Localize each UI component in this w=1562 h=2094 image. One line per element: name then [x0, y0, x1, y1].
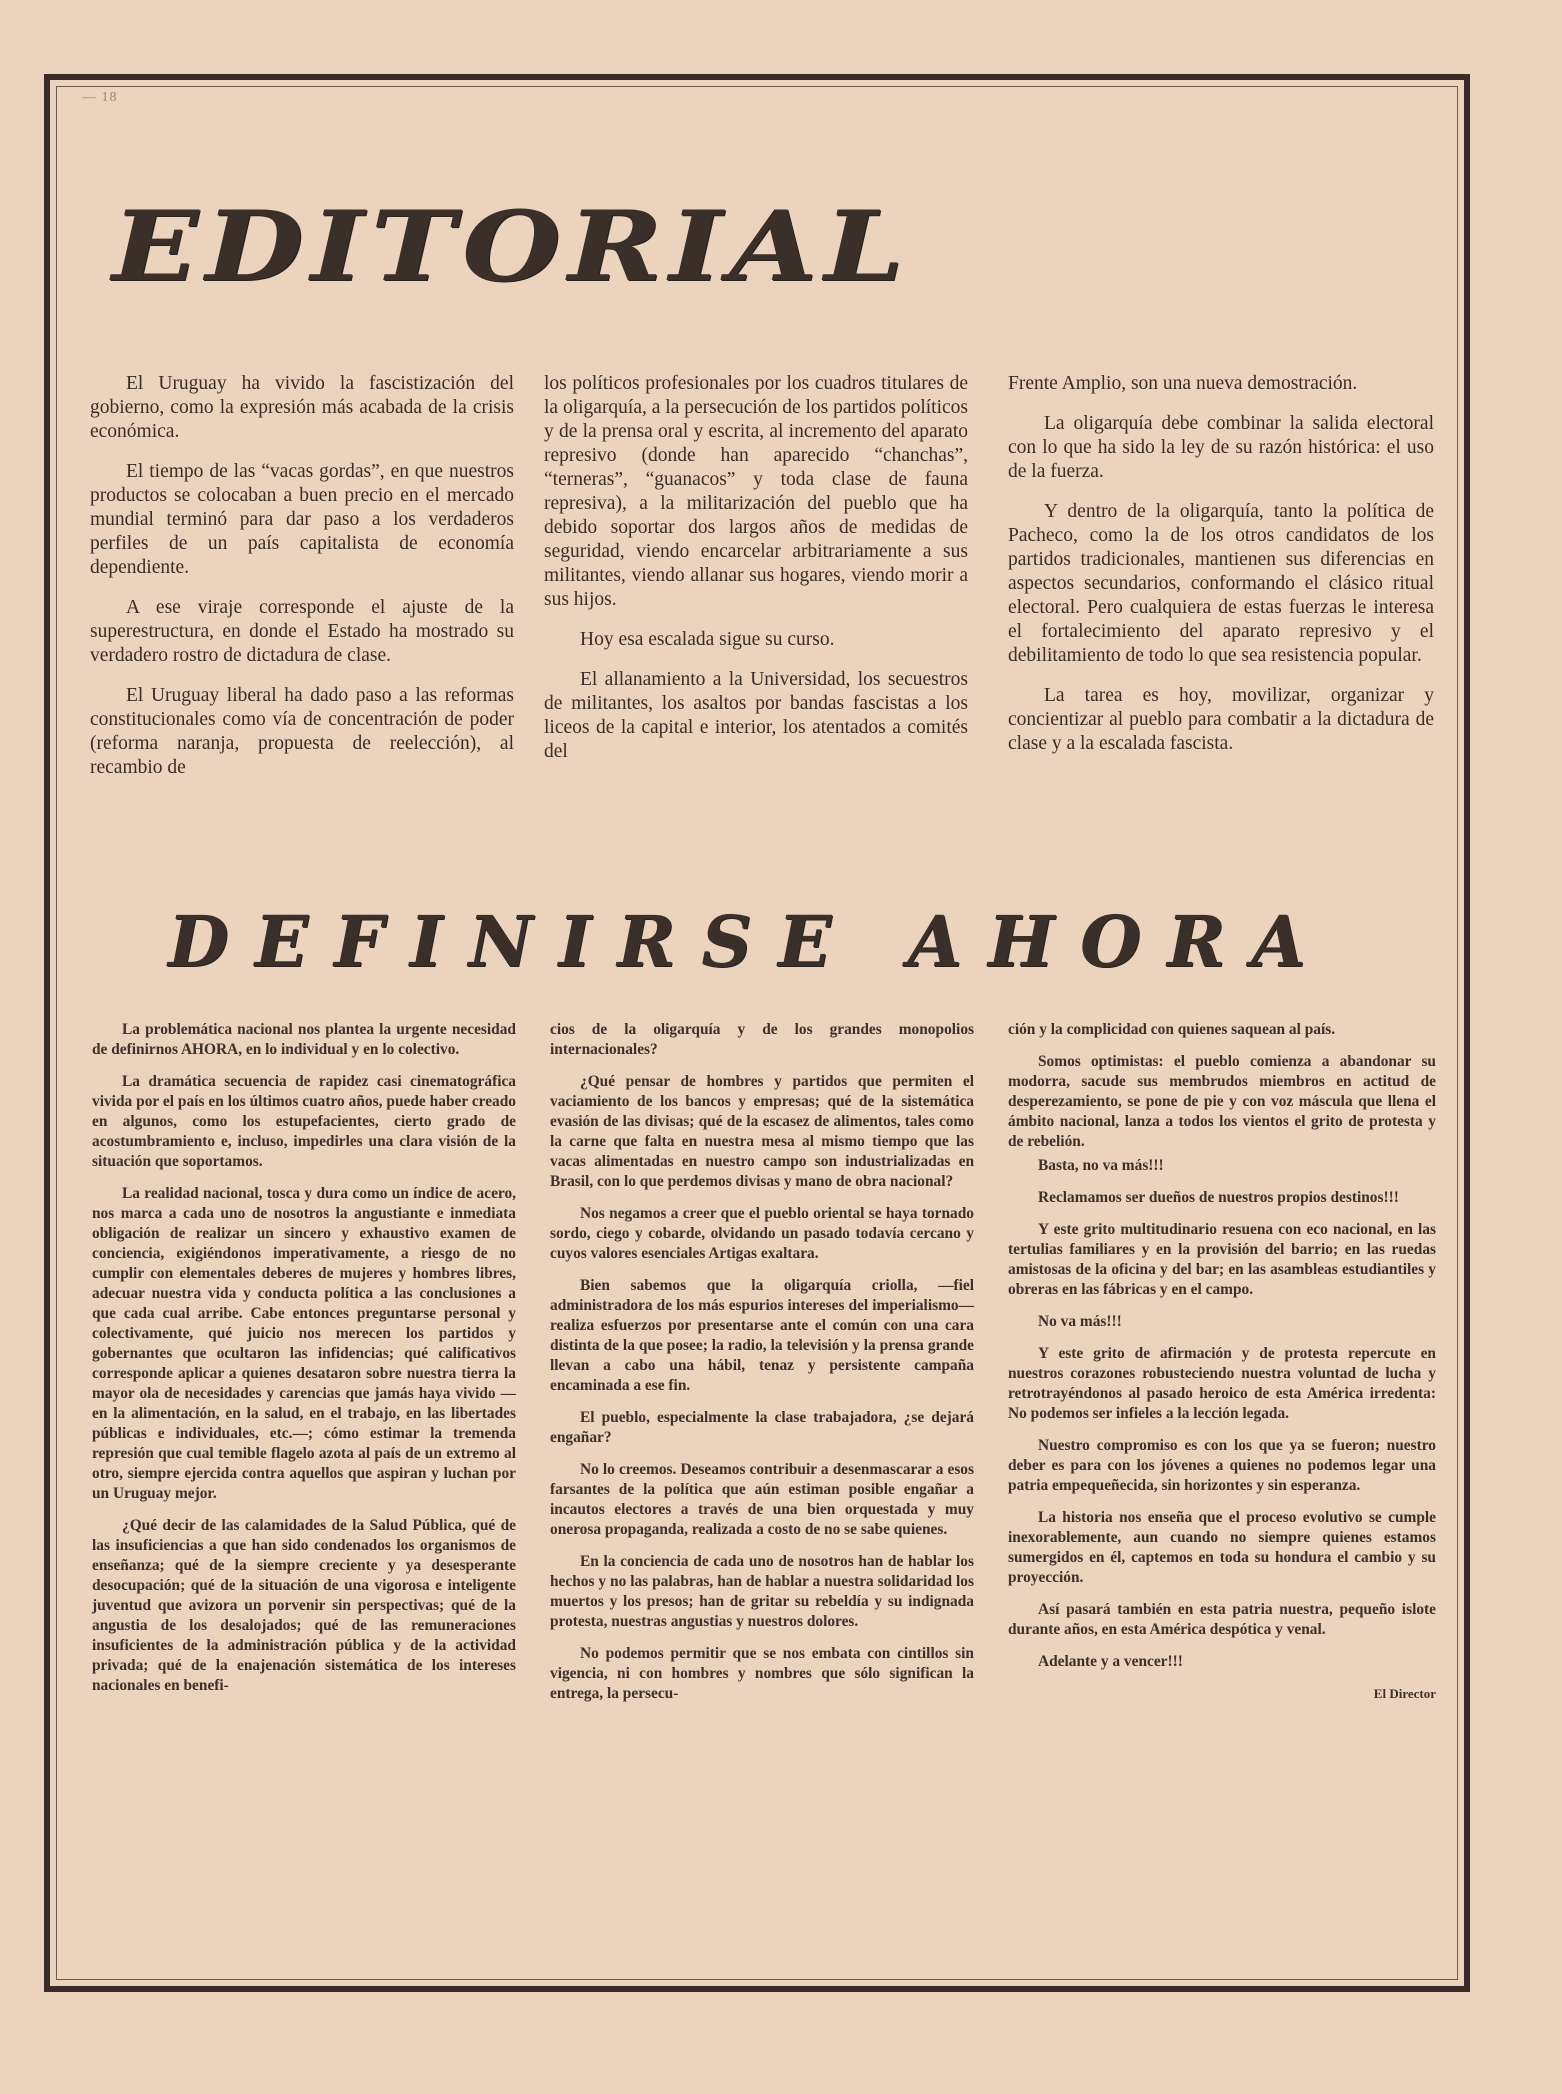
article-column-2	[550, 1020, 974, 1716]
paragraph: ción y la complicidad con quienes saquean al país.	[1008, 1021, 1336, 1038]
paragraph: No va más!!!	[1038, 1313, 1122, 1330]
page-number: — 18	[82, 90, 118, 105]
paragraph: El tiempo de las “vacas gordas”, en que nuestros productos se colocaban a buen precio en el mercado mundial terminó para dar paso a los verdaderos perfiles de un país capitalista de economía dependiente.	[90, 461, 514, 578]
paragraph: Y este grito de afirmación y de protesta repercute en nuestros corazones robusteciendo nuestra voluntad de lucha y retrotrayéndonos al pasado heroico de esta América irredenta: No podemos ser infieles a la lección legada.	[1008, 1345, 1436, 1422]
paragraph: ¿Qué pensar de hombres y partidos que permiten el vaciamiento de los bancos y empresas; qué de la sistemática evasión de las divisas; qué de la escasez de alimentos, tales como la carne que falta en nuestra mesa al mismo tiempo que las vacas alimentadas en nuestro campo son industrializadas en Brasil, con lo que perdemos divisas y mano de obra nacional?	[550, 1073, 974, 1190]
paragraph: Bien sabemos que la oligarquía criolla, —fiel administradora de los más espurios intereses del imperialismo— realiza esfuerzos por presentarse ante el común con una cara distinta de la que posee; la radio, la televisión y la prensa grande llevan a cabo una hábil, tenaz y persistente campaña encaminada a ese fin.	[550, 1277, 974, 1394]
paragraph: Basta, no va más!!!	[1038, 1157, 1164, 1174]
paragraph: La historia nos enseña que el proceso evolutivo se cumple inexorablemente, aun cuando no siempre quienes estamos sumergidos en él, captemos en toda su hondura el cambio y su proyección.	[1008, 1509, 1436, 1586]
paragraph: ¿Qué decir de las calamidades de la Salud Pública, qué de las insuficiencias a que han sido condenados los organismos de enseñanza; qué de la siempre creciente y ya desesperante desocupación; qué de la situación de una vigorosa e inteligente juventud que avizora un porvenir sin perspectivas; qué de la angustia de los desalojados; qué de las remuneraciones insuficientes de la administración pública y de la actividad privada; qué de la enajenación sistemática de los intereses nacionales en benefi-	[92, 1517, 516, 1694]
paragraph: La dramática secuencia de rapidez casi cinematográfica vivida por el país en los últimos cuatro años, puede haber creado en algunos, como los estupefacientes, cierto grado de acostumbramiento e, incluso, impedirles una clara visión de la situación que soportamos.	[92, 1073, 516, 1170]
editorial-title: EDITORIAL	[112, 190, 911, 303]
paragraph: La realidad nacional, tosca y dura como un índice de acero, nos marca a cada uno de nosotros la angustiante e inmediata obligación de realizar un sincero y exhaustivo examen de conciencia, exigiéndonos imperativamente, a riesgo de no cumplir con elementales deberes de mujeres y hombres libres, adecuar nuestra vida y conducta política a las conclusiones a que cada cual arribe. Cabe entonces preguntarse personal y colectivamente, qué juicio nos merecen los partidos y gobernantes que ocultaron las infidencias; qué calificativos corresponde aplicar a quienes desataron sobre nuestra tierra la mayor ola de necesidades y carencias que jamás haya vivido —en la alimentación, en la salud, en el trabajo, en las libertades públicas e individuales, etc.—; cómo estimar la tremenda represión que cual temible flagelo azota al país de un extremo al otro, siempre ejercida contra aquellos que aspiran y luchan por un Uruguay mejor.	[92, 1185, 516, 1502]
paragraph: Y dentro de la oligarquía, tanto la política de Pacheco, como la de los otros candidatos de los partidos tradicionales, mantienen sus diferencias en aspectos secundarios, conformando el clásico ritual electoral. Pero cualquiera de estas fuerzas le interesa el fortalecimiento del aparato represivo y el debilitamiento de todo lo que sea resistencia popular.	[1008, 501, 1434, 666]
article-column-1	[92, 1020, 516, 1708]
paragraph: Nos negamos a creer que el pueblo oriental se haya tornado sordo, ciego y cobarde, olvidando un pasado todavía cercano y cuyos valores esenciales Artigas exaltara.	[550, 1205, 974, 1262]
paragraph: La oligarquía debe combinar la salida electoral con lo que ha sido la ley de su razón histórica: el uso de la fuerza.	[1008, 413, 1434, 482]
paragraph: Así pasará también en esta patria nuestra, pequeño islote durante años, en esta América despótica y venal.	[1008, 1601, 1436, 1638]
paragraph: No podemos permitir que se nos embata con cintillos sin vigencia, ni con hombres y nombres que sólo significan la entrega, la persecu-	[550, 1645, 974, 1702]
editorial-column-3	[1008, 372, 1434, 772]
paragraph: No lo creemos. Deseamos contribuir a desenmascarar a esos farsantes de la política que aún estiman posible engañar a incautos electores a través de una bien orquestada y muy onerosa propaganda, realizada a costo de no se sabe quienes.	[550, 1461, 974, 1538]
article-column-3	[1008, 1020, 1436, 1716]
paragraph: cios de la oligarquía y de los grandes monopolios internacionales?	[550, 1021, 974, 1058]
paragraph: Adelante y a vencer!!!	[1038, 1653, 1183, 1670]
paragraph: El Uruguay liberal ha dado paso a las reformas constitucionales como vía de concentración de poder (reforma naranja, propuesta de reelección), al recambio de	[90, 685, 514, 778]
article-title: DEFINIRSE AHORA	[168, 900, 1332, 983]
signature: El Director	[1373, 1686, 1436, 1701]
paragraph: Y este grito multitudinario resuena con eco nacional, en las tertulias familiares y en la provisión del barrio; en las ruedas amistosas de la oficina y del bar; en las asambleas estudiantiles y obreras en las fábricas y en el campo.	[1008, 1221, 1436, 1298]
editorial-column-1	[90, 372, 514, 796]
editorial-column-2	[544, 372, 968, 780]
paragraph: La problemática nacional nos plantea la urgente necesidad de definirnos AHORA, en lo individual y en lo colectivo.	[92, 1021, 516, 1058]
paragraph: En la conciencia de cada uno de nosotros han de hablar los hechos y no las palabras, han de hablar a nuestra solidaridad los muertos y los presos; han de gritar su rebeldía y su indignada protesta, nuestras angustias y nuestros dolores.	[550, 1553, 974, 1630]
paragraph: Hoy esa escalada sigue su curso.	[580, 629, 835, 650]
paragraph: Somos optimistas: el pueblo comienza a abandonar su modorra, sacude sus membrudos miembros en actitud de desperezamiento, se pone de pie y con voz máscula que llena el ámbito nacional, lanza a todos los vientos el grito de protesta y de rebelión.	[1008, 1053, 1436, 1150]
paragraph: A ese viraje corresponde el ajuste de la superestructura, en donde el Estado ha mostrado su verdadero rostro de dictadura de clase.	[90, 597, 514, 666]
paragraph: Reclamamos ser dueños de nuestros propios destinos!!!	[1038, 1189, 1399, 1206]
paragraph: El Uruguay ha vivido la fascistización del gobierno, como la expresión más acabada de la crisis económica.	[90, 373, 514, 442]
paragraph: El pueblo, especialmente la clase trabajadora, ¿se dejará engañar?	[550, 1409, 974, 1446]
paragraph: los políticos profesionales por los cuadros titulares de la oligarquía, a la persecución de los partidos políticos y de la prensa oral y escrita, al incremento del aparato represivo (donde han aparecido “chanchas”, “terneras”, “guanacos” y toda clase de fauna represiva), a la militarización del pueblo que ha debido soportar dos largos años de medidas de seguridad, viendo encarcelar arbitrariamente a sus militantes, viendo allanar sus hogares, viendo morir a sus hijos.	[544, 373, 969, 610]
paragraph: Nuestro compromiso es con los que ya se fueron; nuestro deber es para con los jóvenes a quienes no podemos legar una patria empequeñecida, sin horizontes y sin esperanza.	[1008, 1437, 1436, 1494]
paragraph: El allanamiento a la Universidad, los secuestros de militantes, los asaltos por bandas fascistas a los liceos de la capital e interior, los atentados a comités del	[544, 669, 968, 762]
paragraph: Frente Amplio, son una nueva demostración.	[1008, 373, 1358, 394]
paragraph: La tarea es hoy, movilizar, organizar y concientizar al pueblo para combatir a la dictadura de clase y a la escalada fascista.	[1008, 685, 1434, 754]
